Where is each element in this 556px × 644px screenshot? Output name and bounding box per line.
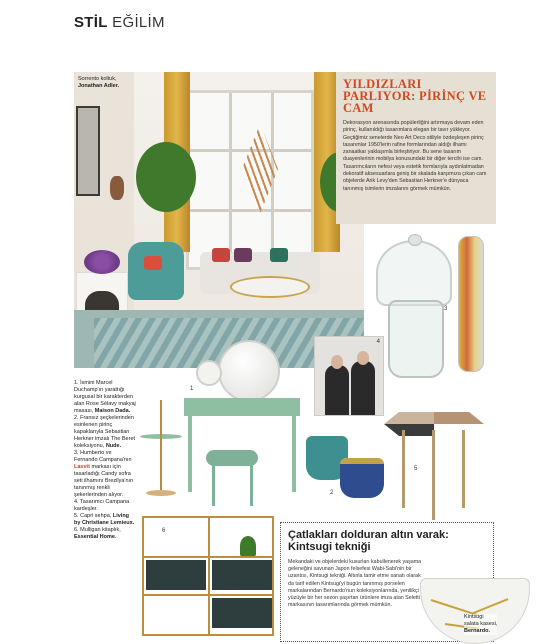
feature-title: YILDIZLARI PARLIYOR: PİRİNÇ VE CAM: [343, 77, 487, 115]
section-label-light: EĞİLİM: [112, 14, 165, 31]
glass-jug: [388, 300, 444, 378]
wall-painting: [76, 106, 100, 196]
product-number-5: 5: [414, 466, 418, 472]
person-right: [351, 361, 375, 415]
fig-tree-left: [136, 142, 196, 212]
vanity-table: [184, 398, 300, 416]
section-label-bold: STİL: [74, 14, 108, 31]
purple-flowers: [84, 250, 120, 274]
floor-lamp-stand: [160, 400, 162, 496]
product-number-1: 1: [190, 386, 194, 392]
mantel-vase: [110, 176, 124, 200]
designers-portrait: 4: [314, 336, 384, 416]
striped-glass-vase: [458, 236, 484, 372]
round-mirror: [218, 340, 280, 402]
kintsugi-body: Mekandaki ve objelerdeki kusurları kabullenerek yaşama geleneğini savunan Japon felsefesi Wabi-Sabi'nin bir uzantısı, Kintsugi tekniği. Altınla tamir etme sanatı olarak da tarif edilen Kintsugi'yi bugün tanınmış porselen markalarından Bernardo'nun koleksiyonlarında, yenilikçi yüzüyle bir her sezon şaşırtan ürünlere imza atan Seletti markasının tasarımlarında görmek mümkün.: [288, 559, 422, 609]
coffee-table: [230, 276, 310, 298]
feature-box-brass-glass: [336, 72, 496, 224]
kintsugi-title: Çatlakları dolduran altın varak: Kintsugi tekniği: [288, 529, 449, 553]
small-mirror: [196, 360, 222, 386]
hero-caption: Sorrento koltuk, Jonathan Adler.: [78, 76, 120, 89]
bowl-caption: Kintsugi salata kasesi, Bernardo.: [464, 614, 498, 634]
glass-dome-lid: [376, 240, 452, 306]
potted-plant: [240, 536, 256, 556]
hero-interior-photo: [74, 72, 364, 368]
mulligan-bookcase: [142, 516, 274, 636]
blue-pot-brass-lid: [340, 458, 384, 498]
product-credits: 1. İsmini Marcel Duchamp'ın yarattığı kurgusal bir karakterden alan Rose Sélavy makyaj masası, Maison Dada. 2. Fransız şeçkelerinden esinlenen pirinç kapaklarıyla Sebastian Herkner imzalı The Beret koleksiyonu, Nude. 3. Humberto ve Fernando Campana'nın Lasvit markası için tasarladığı Candy sofra seti ilhamını Brezilya'nın tanınmış renkli şekerlerinden alıyor. 4. Tasarımcı Campana kardeşler. 5. Capri sehpa, Living by Christiane Lemieux. 6. Mulligan kitaplık, Essential Home.: [74, 380, 136, 540]
product-number-2: 2: [330, 490, 334, 496]
product-number-3: 3: [444, 306, 448, 312]
teal-armchair: [128, 242, 184, 300]
feature-body: Dekorasyon arenasında popülerliğini artırmaya devam eden pirinç, kullanıldığı tasarımlara elegan bir tavır yükleyor. Geçtiğimiz senelerde Neo Art Deco stiliyle özdeşleşen pirinç tasarımlar 1950'lerin rafine formlarından aldığı ilhamı zanaatkar yaklaşımla birleştiriyor. Bu sene tasarım duayenlerinin mobilya konusundaki bir diğer tercihi ise cam. Tasarımcıların nefesi veya estetik formlarıyla aydınlatmadan dekoratif aksesuarlara geniş bir skalada karşımıza çıkan cam objelerde Arik Levy'den Sebastian Herkner'e dünyaca tanınmış isimlerin imzalarını görmek mümkün.: [343, 120, 487, 192]
person-left: [325, 365, 349, 415]
product-number-6: 6: [162, 528, 166, 534]
section-header: [74, 14, 165, 34]
